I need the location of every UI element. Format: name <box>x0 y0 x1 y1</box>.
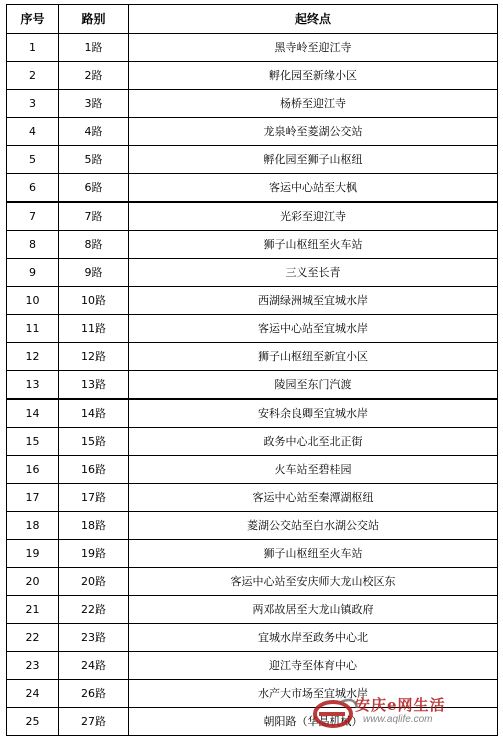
table-row <box>7 146 498 174</box>
table-row <box>7 428 498 456</box>
table-row <box>7 371 498 400</box>
cell-endpoints: 客运中心站至宜城水岸 <box>129 315 498 343</box>
cell-endpoints: 客运中心站至大枫 <box>129 174 498 203</box>
table-row <box>7 34 498 62</box>
cell-no: 13 <box>7 371 59 400</box>
cell-no: 23 <box>7 652 59 680</box>
cell-endpoints: 黑寺岭至迎江寺 <box>129 34 498 62</box>
table-row <box>7 540 498 568</box>
bus-route-table <box>6 4 498 736</box>
cell-route: 10路 <box>59 287 129 315</box>
cell-route: 16路 <box>59 456 129 484</box>
cell-no: 15 <box>7 428 59 456</box>
cell-no: 8 <box>7 231 59 259</box>
cell-no: 16 <box>7 456 59 484</box>
column-header-no: 序号 <box>7 5 59 34</box>
cell-route: 3路 <box>59 90 129 118</box>
table-row <box>7 174 498 203</box>
cell-no: 4 <box>7 118 59 146</box>
table-row <box>7 259 498 287</box>
table-row <box>7 287 498 315</box>
cell-route: 15路 <box>59 428 129 456</box>
cell-no: 17 <box>7 484 59 512</box>
table-row <box>7 315 498 343</box>
cell-endpoints: 狮子山枢纽至新宜小区 <box>129 343 498 371</box>
cell-route: 11路 <box>59 315 129 343</box>
cell-no: 1 <box>7 34 59 62</box>
cell-endpoints: 火车站至碧桂园 <box>129 456 498 484</box>
table-row <box>7 456 498 484</box>
cell-route: 27路 <box>59 708 129 736</box>
table-header-row <box>7 5 498 34</box>
cell-route: 26路 <box>59 680 129 708</box>
cell-route: 6路 <box>59 174 129 203</box>
cell-endpoints: 宜城水岸至政务中心北 <box>129 624 498 652</box>
cell-no: 18 <box>7 512 59 540</box>
cell-route: 9路 <box>59 259 129 287</box>
cell-no: 2 <box>7 62 59 90</box>
table-row <box>7 202 498 231</box>
cell-no: 19 <box>7 540 59 568</box>
cell-route: 19路 <box>59 540 129 568</box>
cell-endpoints: 狮子山枢纽至火车站 <box>129 231 498 259</box>
cell-no: 21 <box>7 596 59 624</box>
cell-no: 14 <box>7 399 59 428</box>
table-row <box>7 90 498 118</box>
cell-endpoints: 陵园至东门汽渡 <box>129 371 498 400</box>
cell-route: 1路 <box>59 34 129 62</box>
cell-route: 13路 <box>59 371 129 400</box>
cell-endpoints: 孵化园至新缘小区 <box>129 62 498 90</box>
cell-endpoints: 迎江寺至体育中心 <box>129 652 498 680</box>
cell-route: 24路 <box>59 652 129 680</box>
cell-no: 25 <box>7 708 59 736</box>
cell-route: 12路 <box>59 343 129 371</box>
cell-route: 22路 <box>59 596 129 624</box>
cell-endpoints: 客运中心站至安庆师大龙山校区东 <box>129 568 498 596</box>
table-body <box>7 34 498 736</box>
cell-route: 17路 <box>59 484 129 512</box>
cell-no: 12 <box>7 343 59 371</box>
cell-endpoints: 杨桥至迎江寺 <box>129 90 498 118</box>
table-row <box>7 568 498 596</box>
table-row <box>7 231 498 259</box>
cell-no: 7 <box>7 202 59 231</box>
table-row <box>7 343 498 371</box>
table-row <box>7 399 498 428</box>
cell-endpoints: 朝阳路（华晶机械） <box>129 708 498 736</box>
cell-endpoints: 两邓故居至大龙山镇政府 <box>129 596 498 624</box>
cell-no: 24 <box>7 680 59 708</box>
table-row <box>7 484 498 512</box>
cell-route: 4路 <box>59 118 129 146</box>
cell-no: 11 <box>7 315 59 343</box>
cell-endpoints: 龙泉岭至菱湖公交站 <box>129 118 498 146</box>
cell-route: 8路 <box>59 231 129 259</box>
cell-endpoints: 孵化园至狮子山枢纽 <box>129 146 498 174</box>
table-row <box>7 118 498 146</box>
table-row <box>7 62 498 90</box>
cell-route: 2路 <box>59 62 129 90</box>
cell-endpoints: 三义至长青 <box>129 259 498 287</box>
cell-endpoints: 狮子山枢纽至火车站 <box>129 540 498 568</box>
watermark-title: 安庆e网生活 <box>355 696 446 714</box>
cell-endpoints: 水产大市场至宜城水岸 <box>129 680 498 708</box>
cell-route: 14路 <box>59 399 129 428</box>
cell-route: 18路 <box>59 512 129 540</box>
cell-no: 9 <box>7 259 59 287</box>
cell-route: 20路 <box>59 568 129 596</box>
table-row <box>7 624 498 652</box>
cell-no: 20 <box>7 568 59 596</box>
column-header-endpoints: 起终点 <box>129 5 498 34</box>
cell-endpoints: 菱湖公交站至白水湖公交站 <box>129 512 498 540</box>
column-header-route: 路别 <box>59 5 129 34</box>
cell-endpoints: 安科余良卿至宜城水岸 <box>129 399 498 428</box>
cell-endpoints: 西湖绿洲城至宜城水岸 <box>129 287 498 315</box>
table-row <box>7 680 498 708</box>
cell-no: 3 <box>7 90 59 118</box>
cell-endpoints: 客运中心站至秦潭湖枢纽 <box>129 484 498 512</box>
table-row <box>7 596 498 624</box>
table-row <box>7 512 498 540</box>
cell-endpoints: 政务中心北至北正街 <box>129 428 498 456</box>
cell-no: 22 <box>7 624 59 652</box>
cell-no: 10 <box>7 287 59 315</box>
cell-route: 7路 <box>59 202 129 231</box>
table-row <box>7 708 498 736</box>
cell-no: 5 <box>7 146 59 174</box>
cell-endpoints: 光彩至迎江寺 <box>129 202 498 231</box>
cell-no: 6 <box>7 174 59 203</box>
watermark-url: www.aqlife.com <box>363 714 433 725</box>
cell-route: 23路 <box>59 624 129 652</box>
cell-route: 5路 <box>59 146 129 174</box>
table-row <box>7 652 498 680</box>
